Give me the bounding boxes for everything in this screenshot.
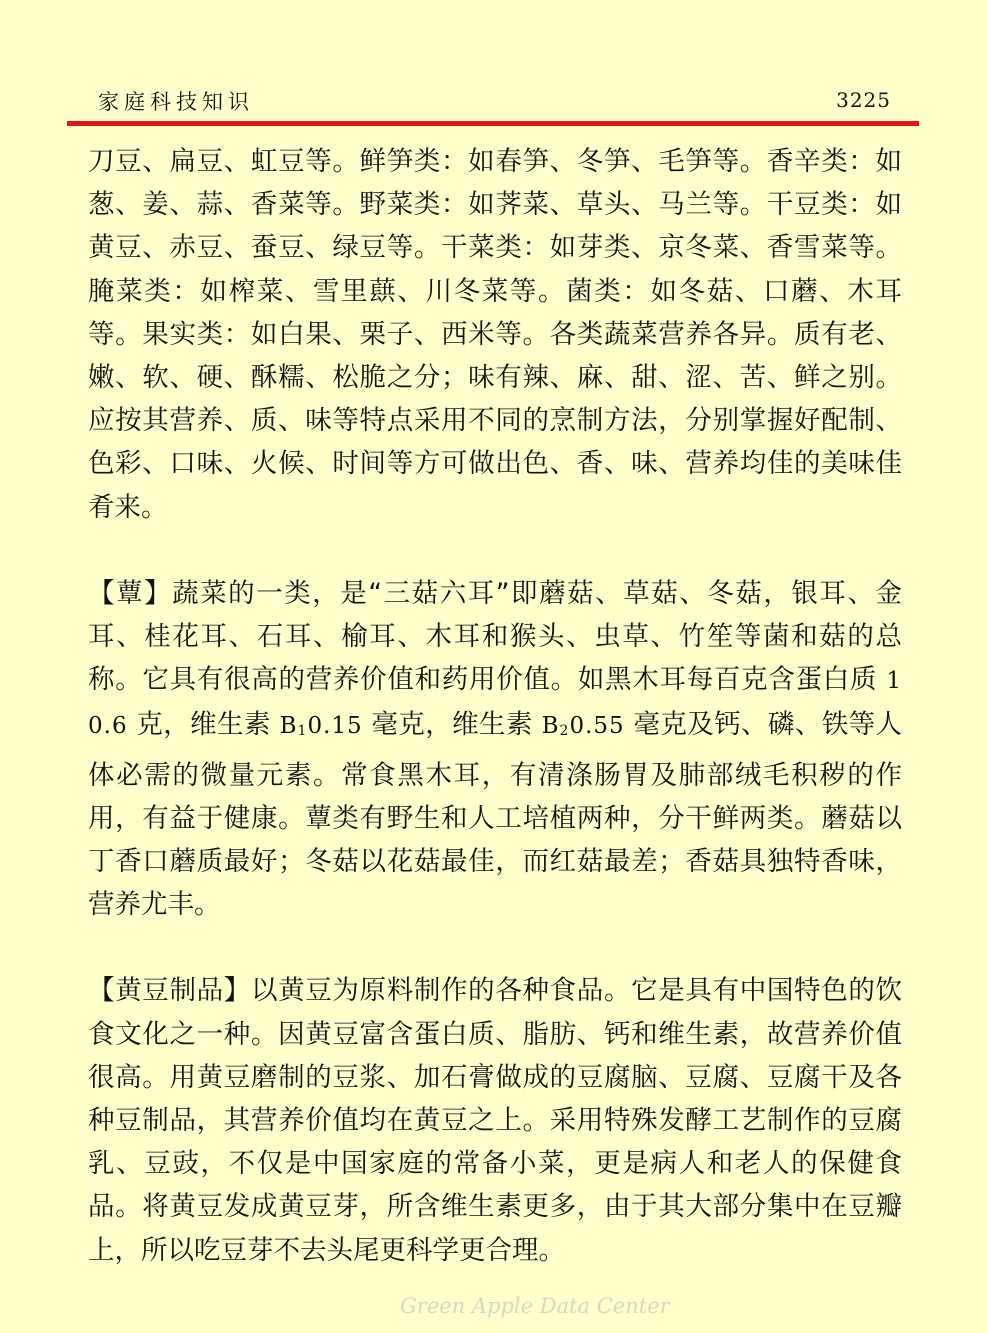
entry-text: 毫克，维生素: [362, 709, 542, 741]
entry-term: 【蕈】: [88, 577, 173, 609]
watermark: Green Apple Data Center: [400, 1294, 670, 1318]
entry-soy-products: [88, 969, 902, 1271]
entry-term: 【黄豆制品】: [88, 975, 251, 1007]
vitamin-b2-label: B2: [541, 713, 570, 740]
entry-text: 以黄豆为原料制作的各种食品。它是具有中国特色的饮食文化之一种。因黄豆富含蛋白质、脂肪、钙和维生素，故营养价值很高。用黄豆磨制的豆浆、加石膏做成的豆腐脑、豆腐、豆腐干及各种豆制品，其营养价值均在黄豆之上。采用特殊发酵工艺制作的豆腐乳、豆豉，不仅是中国家庭的常备小菜，更是病人和老人的保健食品。将黄豆发成黄豆芽，所含维生素更多，由于其大部分集中在豆瓣上，所以吃豆芽不去头尾更科学更合理。: [88, 975, 903, 1266]
vitamin-b2-value: 0.55: [569, 713, 625, 740]
entry-text: 克，维生素: [127, 709, 280, 741]
vitamin-b1-value: 0.15: [307, 713, 363, 740]
page-number: 3225: [836, 88, 891, 112]
entry-xun: [88, 572, 902, 927]
page-header: [70, 84, 915, 118]
running-title: 家庭科技知识: [98, 90, 254, 114]
protein-value: 10.6: [88, 668, 902, 740]
paragraph-vegetables-continued: 刀豆、扁豆、虹豆等。鲜笋类：如春笋、冬笋、毛笋等。香辛类：如葱、姜、蒜、香菜等。野菜类：如荠菜、草头、马兰等。干豆类：如黄豆、赤豆、蚕豆、绿豆等。干菜类：如芽类、京冬菜、香雪菜等。腌菜类：如榨菜、雪里蕻、川冬菜等。菌类：如冬菇、口蘑、木耳等。果实类：如白果、栗子、西米等。各类蔬菜营养各异。质有老、嫩、软、硬、酥糯、松脆之分；味有辣、麻、甜、涩、苦、鲜之别。应按其营养、质、味等特点采用不同的烹制方法，分别掌握好配制、色彩、口味、火候、时间等方可做出色、香、味、营养均佳的美味佳肴来。: [88, 146, 902, 523]
body-text: [88, 140, 902, 1272]
vitamin-b1-label: B1: [279, 713, 308, 740]
entry-text: 毫克及钙、磷、铁等人体必需的微量元素。常食黑木耳，有清涤肠胃及肺部绒毛积秽的作用，有益于健康。蕈类有野生和人工培植两种，分干鲜两类。蘑菇以丁香口蘑质最好；冬菇以花菇最佳，而红菇最差；香菇具独特香味，营养尤丰。: [88, 709, 902, 921]
entry-text: 蔬菜的一类，是“三菇六耳”即蘑菇、草菇、冬菇，银耳、金耳、桂花耳、石耳、榆耳、木耳和猴头、虫草、竹笙等菌和菇的总称。它具有很高的营养价值和药用价值。如黑木耳每百克含蛋白质: [88, 577, 902, 696]
header-rule: [67, 121, 919, 126]
